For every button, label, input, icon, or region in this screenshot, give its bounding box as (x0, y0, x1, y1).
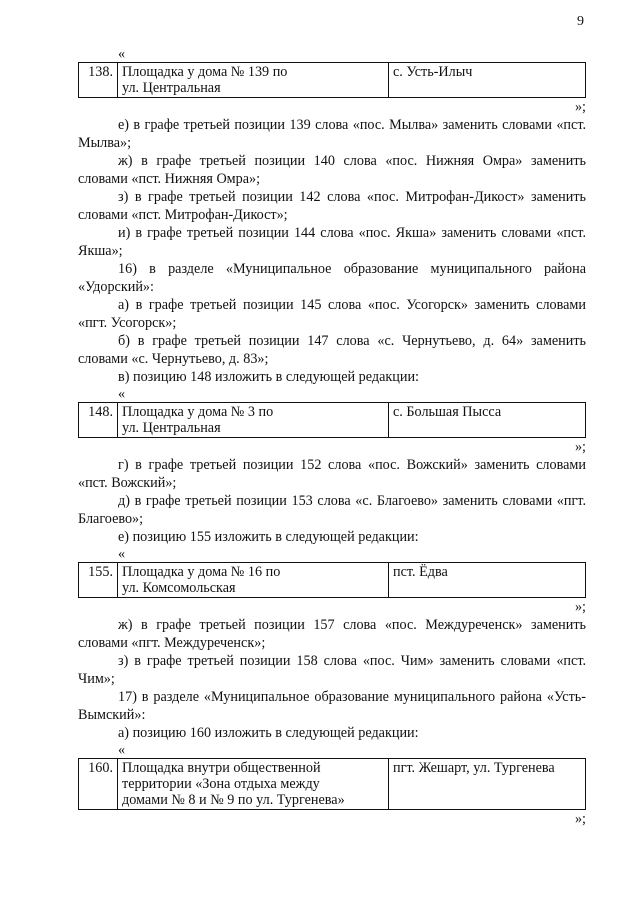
position-name-line: ул. Центральная (122, 420, 221, 436)
paragraph-group-b (78, 456, 586, 546)
open-quote: « (118, 46, 126, 62)
position-number: 148. (79, 403, 118, 438)
paragraph: е) в графе третьей позиции 139 слова «пос. Мылва» заменить словами «пст. Мылва»; (78, 117, 586, 151)
position-name-line: Площадка у дома № 16 по (122, 564, 281, 580)
open-quote: « (118, 386, 126, 402)
position-name (118, 759, 389, 810)
section-heading-paragraph: 16) в разделе «Муниципальное образование муниципального района «Удорский»: (78, 261, 586, 295)
position-name (118, 63, 389, 98)
position-table-155 (78, 562, 586, 598)
table-row (79, 759, 586, 810)
paragraph-group-c (78, 616, 586, 742)
position-name-line: ул. Центральная (122, 80, 221, 96)
close-quote: »; (574, 599, 586, 615)
position-number: 155. (79, 563, 118, 598)
paragraph: ж) в графе третьей позиции 140 слова «пос. Нижняя Омра» заменить словами «пст. Нижняя Омра»; (78, 153, 586, 187)
position-name-line: ул. Комсомольская (122, 580, 236, 596)
paragraph: г) в графе третьей позиции 152 слова «пос. Вожский» заменить словами «пст. Вожский»; (78, 457, 586, 491)
close-quote: »; (574, 99, 586, 115)
table-row (79, 403, 586, 438)
paragraph: д) в графе третьей позиции 153 слова «с. Благоево» заменить словами «пгт. Благоево»; (78, 493, 586, 527)
position-name-line: Площадка у дома № 139 по (122, 64, 288, 80)
position-number: 160. (79, 759, 118, 810)
position-table-138 (78, 62, 586, 98)
position-name-line: территории «Зона отдыха между (122, 776, 320, 792)
paragraph: а) в графе третьей позиции 145 слова «пос. Усогорск» заменить словами «пгт. Усогорск»; (78, 297, 586, 331)
position-table-160 (78, 758, 586, 810)
position-name (118, 403, 389, 438)
position-name-line: Площадка внутри общественной (122, 760, 321, 776)
paragraph: в) позицию 148 изложить в следующей редакции: (118, 369, 419, 385)
paragraph: а) позицию 160 изложить в следующей редакции: (118, 725, 419, 741)
open-quote: « (118, 546, 126, 562)
close-quote: »; (574, 439, 586, 455)
close-quote: »; (574, 811, 586, 827)
open-quote: « (118, 742, 126, 758)
table-row (79, 63, 586, 98)
position-place: с. Большая Пысса (389, 403, 586, 438)
paragraph: и) в графе третьей позиции 144 слова «пос. Якша» заменить словами «пст. Якша»; (78, 225, 586, 259)
paragraph: б) в графе третьей позиции 147 слова «с. Чернутьево, д. 64» заменить словами «с. Чернутьево, д. 83»; (78, 333, 586, 367)
table-row (79, 563, 586, 598)
paragraph: з) в графе третьей позиции 158 слова «пос. Чим» заменить словами «пст. Чим»; (78, 653, 586, 687)
paragraph: е) позицию 155 изложить в следующей редакции: (118, 529, 419, 545)
position-name-line: Площадка у дома № 3 по (122, 404, 274, 420)
position-place: пгт. Жешарт, ул. Тургенева (389, 759, 586, 810)
page-number: 9 (577, 14, 584, 29)
paragraph: з) в графе третьей позиции 142 слова «пос. Митрофан-Дикост» заменить словами «пст. Митрофан-Дикост»; (78, 189, 586, 223)
position-name-line: домами № 8 и № 9 по ул. Тургенева» (122, 792, 345, 808)
paragraph: ж) в графе третьей позиции 157 слова «пос. Междуреченск» заменить словами «пгт. Междуреченск»; (78, 617, 586, 651)
document-body (78, 46, 586, 828)
position-place: с. Усть-Илыч (389, 63, 586, 98)
position-table-148 (78, 402, 586, 438)
paragraph-group-a (78, 116, 586, 386)
position-number: 138. (79, 63, 118, 98)
position-place: пст. Ёдва (389, 563, 586, 598)
position-name (118, 563, 389, 598)
section-heading-paragraph: 17) в разделе «Муниципальное образование муниципального района «Усть-Вымский»: (78, 689, 586, 723)
